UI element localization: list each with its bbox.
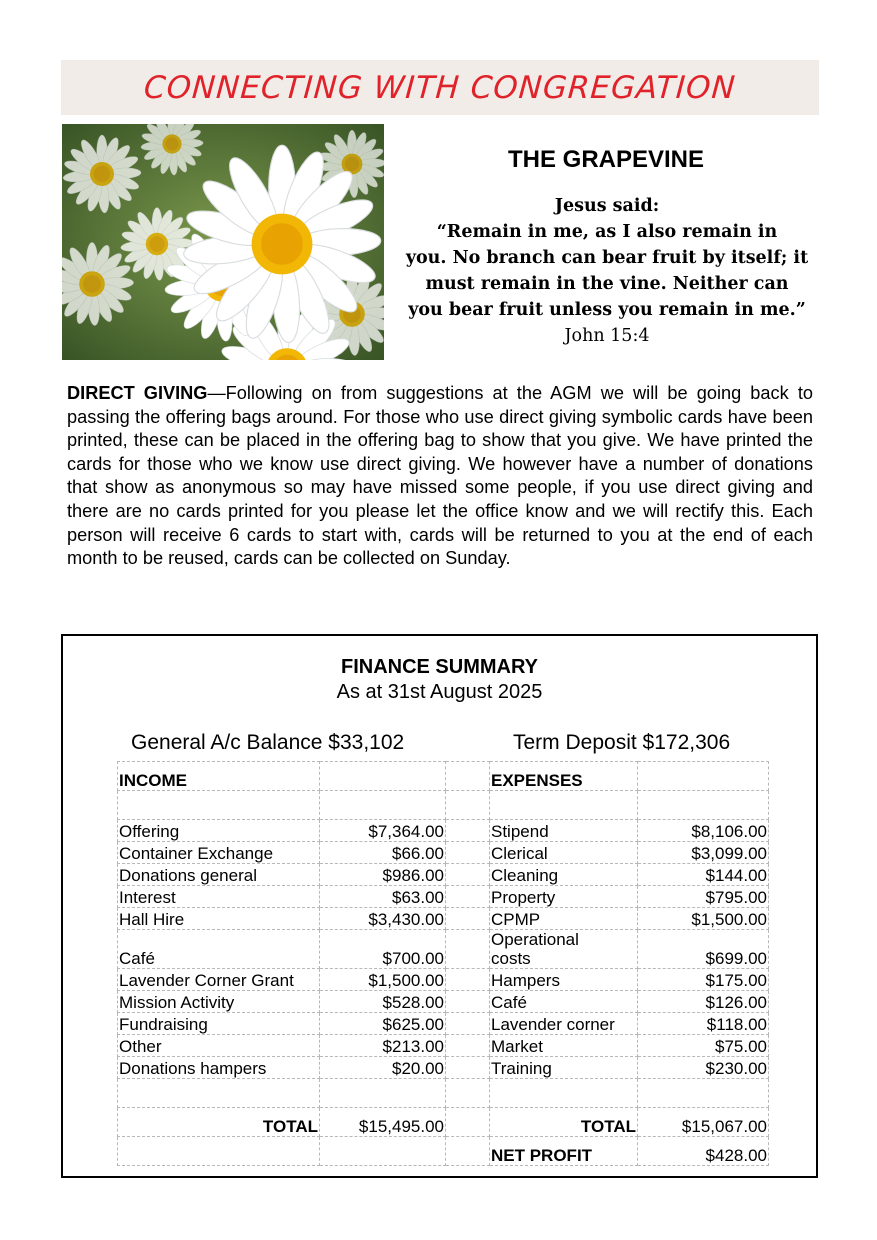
table-row	[118, 991, 769, 1013]
income-item-label: Lavender Corner Grant	[118, 969, 320, 991]
income-item-amount: $1,500.00	[320, 969, 446, 991]
table-row	[118, 1057, 769, 1079]
income-item-label: Mission Activity	[118, 991, 320, 1013]
net-profit-amount: $428.00	[638, 1137, 769, 1166]
income-item-amount: $63.00	[320, 886, 446, 908]
page-banner	[61, 60, 819, 115]
income-item-amount: $986.00	[320, 864, 446, 886]
table-row	[118, 1013, 769, 1035]
table-row	[118, 908, 769, 930]
expense-item-amount: $126.00	[638, 991, 769, 1013]
income-item-amount: $66.00	[320, 842, 446, 864]
expense-item-label: Market	[490, 1035, 638, 1057]
table-row	[118, 820, 769, 842]
finance-title: FINANCE SUMMARY	[340, 656, 539, 678]
verse-line: must remain in the vine. Neither can	[425, 274, 789, 294]
expense-item-label: Stipend	[490, 820, 638, 842]
expense-item-amount: $230.00	[638, 1057, 769, 1079]
income-item-label: Interest	[118, 886, 320, 908]
income-item-label: Café	[118, 930, 320, 969]
income-item-label: Fundraising	[118, 1013, 320, 1035]
table-row	[118, 1035, 769, 1057]
expenses-header: EXPENSES	[490, 762, 638, 791]
table-row	[118, 886, 769, 908]
expense-item-amount: $144.00	[638, 864, 769, 886]
net-profit-label: NET PROFIT	[490, 1137, 638, 1166]
verse-line: “Remain in me, as I also remain in	[436, 222, 778, 242]
direct-giving-heading: DIRECT GIVING	[67, 383, 208, 403]
income-item-amount: $700.00	[320, 930, 446, 969]
expense-item-amount: $75.00	[638, 1035, 769, 1057]
banner-title: CONNECTING WITH CONGREGATION	[142, 69, 738, 106]
finance-summary-box	[61, 634, 818, 1178]
general-balance: General A/c Balance $33,102	[131, 731, 405, 754]
direct-giving-paragraph	[67, 382, 813, 571]
daisy-photo	[62, 124, 384, 360]
income-item-label: Hall Hire	[118, 908, 320, 930]
expense-item-amount: $175.00	[638, 969, 769, 991]
expense-item-label: CPMP	[490, 908, 638, 930]
expense-item-label: Cleaning	[490, 864, 638, 886]
income-item-label: Donations general	[118, 864, 320, 886]
income-item-label: Offering	[118, 820, 320, 842]
totals-row	[118, 1108, 769, 1137]
income-item-amount: $625.00	[320, 1013, 446, 1035]
expense-item-label: Hampers	[490, 969, 638, 991]
income-item-label: Donations hampers	[118, 1057, 320, 1079]
table-row	[118, 864, 769, 886]
verse-line: you bear fruit unless you remain in me.”	[408, 300, 806, 320]
income-item-amount: $3,430.00	[320, 908, 446, 930]
verse-reference: John 15:4	[564, 326, 650, 346]
term-deposit: Term Deposit $172,306	[513, 731, 731, 754]
expense-item-amount: $8,106.00	[638, 820, 769, 842]
income-item-amount: $7,364.00	[320, 820, 446, 842]
daisy-image	[62, 124, 384, 360]
expense-item-label: Lavender corner	[490, 1013, 638, 1035]
direct-giving-body: —Following on from suggestions at the AGM we will be going back to passing the offering bags around. For those who use direct giving symbolic cards have been printed, these can be placed in the offering bag to show that you give. We have printed the cards for those who we know use direct giving. We however have a number of donations that show as anonymous so may have missed some people, if you use direct giving and there are no cards printed for you please let the office know and we will rectify this. Each person will receive 6 cards to start with, cards will be returned to you at the end of each month to be reused, cards can be collected on Sunday.	[67, 383, 813, 569]
expense-item-label: Café	[490, 991, 638, 1013]
net-profit-row	[118, 1137, 769, 1166]
verse-intro: Jesus said:	[554, 196, 660, 216]
table-row	[118, 969, 769, 991]
table-row	[118, 930, 769, 969]
income-item-label: Container Exchange	[118, 842, 320, 864]
expenses-total-amount: $15,067.00	[638, 1108, 769, 1137]
expense-item-amount: $699.00	[638, 930, 769, 969]
income-total-amount: $15,495.00	[320, 1108, 446, 1137]
income-header: INCOME	[118, 762, 320, 791]
income-item-label: Other	[118, 1035, 320, 1057]
expense-item-label: Property	[490, 886, 638, 908]
expense-item-amount: $118.00	[638, 1013, 769, 1035]
expense-item-amount: $3,099.00	[638, 842, 769, 864]
expense-item-amount: $795.00	[638, 886, 769, 908]
expense-item-label: Training	[490, 1057, 638, 1079]
verse-line: you. No branch can bear fruit by itself; it	[405, 248, 809, 268]
income-item-amount: $528.00	[320, 991, 446, 1013]
income-item-amount: $20.00	[320, 1057, 446, 1079]
expense-item-label: Operational costs	[490, 930, 638, 969]
expenses-total-label: TOTAL	[490, 1108, 638, 1137]
grapevine-title: THE GRAPEVINE	[507, 146, 705, 173]
bible-verse	[398, 193, 816, 349]
income-item-amount: $213.00	[320, 1035, 446, 1057]
finance-subtitle: As at 31st August 2025	[336, 681, 543, 703]
finance-table	[117, 761, 769, 1166]
income-total-label: TOTAL	[118, 1108, 320, 1137]
table-row	[118, 842, 769, 864]
expense-item-amount: $1,500.00	[638, 908, 769, 930]
expense-item-label: Clerical	[490, 842, 638, 864]
